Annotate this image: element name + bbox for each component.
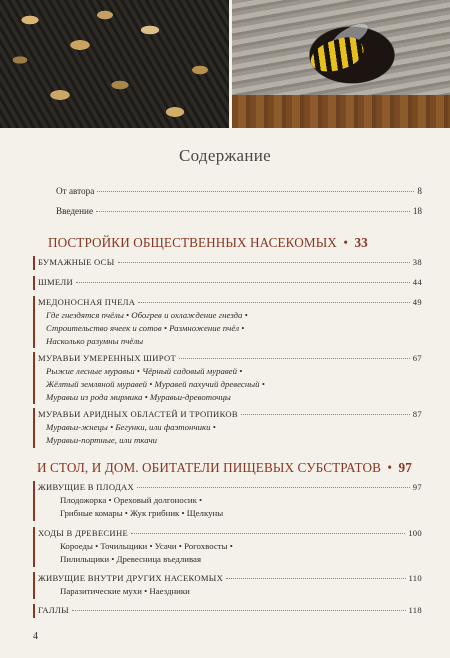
subtopic-line: Муравьи-портные, или ткачи <box>46 435 158 445</box>
subtopic-line: Короеды • Точильщики • Усачи • Рогохвосты • <box>60 541 233 551</box>
toc-section[interactable]: ЖИВУЩИЕ В ПЛОДАХ 97 <box>38 482 422 492</box>
section-bar <box>33 256 35 270</box>
toc-section[interactable]: МУРАВЬИ АРИДНЫХ ОБЛАСТЕЙ И ТРОПИКОВ 87 <box>38 409 422 419</box>
subtopic-line: Муравьи-жнецы • Бегунки, или фаэтончики • <box>46 422 216 432</box>
leader-dots <box>241 414 410 415</box>
section-bar <box>33 296 35 348</box>
toc-section[interactable]: ЖИВУЩИЕ ВНУТРИ ДРУГИХ НАСЕКОМЫХ 110 <box>38 573 422 583</box>
toc-section[interactable]: ГАЛЛЫ 118 <box>38 605 422 615</box>
toc-section[interactable]: ШМЕЛИ 44 <box>38 277 422 287</box>
toc-entry-author[interactable]: От автора 8 <box>56 186 422 196</box>
subtopic-line: Муравьи из рода мирмика • Муравьи-древоточцы <box>46 392 231 402</box>
subtopic-line: Насколько разумны пчёлы <box>46 336 144 346</box>
subtopic-line: Жёлтый земляной муравей • Муравей пахучий древесный • <box>46 379 265 389</box>
section-bar <box>33 408 35 448</box>
chapter-heading[interactable]: ПОСТРОЙКИ ОБЩЕСТВЕННЫХ НАСЕКОМЫХ • 33 <box>48 235 368 250</box>
subtopic-line: Пилильщики • Древесница въедливая <box>60 554 201 564</box>
page-title: Содержание <box>178 146 272 165</box>
subtopic-line: Паразитические мухи • Наездники <box>60 586 190 596</box>
wood-plank <box>232 95 450 128</box>
section-bar <box>33 352 35 404</box>
leader-dots <box>96 211 410 212</box>
leader-dots <box>97 191 414 192</box>
leader-dots <box>138 302 410 303</box>
header-photos <box>0 0 450 128</box>
section-bar <box>33 572 35 599</box>
leader-dots <box>137 487 410 488</box>
toc-section[interactable]: ХОДЫ В ДРЕВЕСИНЕ 100 <box>38 528 422 538</box>
section-bar <box>33 481 35 521</box>
section-bar <box>33 276 35 290</box>
leader-dots <box>131 533 405 534</box>
subtopic-line: Где гнездятся пчёлы • Обогрев и охлаждение гнезда • <box>46 310 248 320</box>
section-bar <box>33 604 35 618</box>
page-number: 4 <box>33 631 38 642</box>
leader-dots <box>118 262 410 263</box>
subtopic-line: Рыжие лесные муравьи • Чёрный садовый муравей • <box>46 366 243 376</box>
subtopic-line: Плодожорка • Ореховый долгоносик • <box>60 495 203 505</box>
leader-dots <box>76 282 410 283</box>
subtopic-line: Грибные комары • Жук грибник • Щелкуны <box>60 508 224 518</box>
bees-photo <box>0 0 229 128</box>
subtopic-line: Строительство ячеек и сотов • Размножение пчёл • <box>46 323 245 333</box>
toc-section[interactable]: МУРАВЬИ УМЕРЕННЫХ ШИРОТ 67 <box>38 353 422 363</box>
toc-section[interactable]: МЕДОНОСНАЯ ПЧЕЛА 49 <box>38 297 422 307</box>
toc-entry-intro[interactable]: Введение 18 <box>56 206 422 216</box>
chapter-heading[interactable]: И СТОЛ, И ДОМ. ОБИТАТЕЛИ ПИЩЕВЫХ СУБСТРАТОВ • 97 <box>37 460 412 475</box>
section-bar <box>33 527 35 567</box>
leader-dots <box>72 610 406 611</box>
leader-dots <box>226 578 405 579</box>
toc-section[interactable]: БУМАЖНЫЕ ОСЫ 38 <box>38 257 422 267</box>
leader-dots <box>179 358 410 359</box>
